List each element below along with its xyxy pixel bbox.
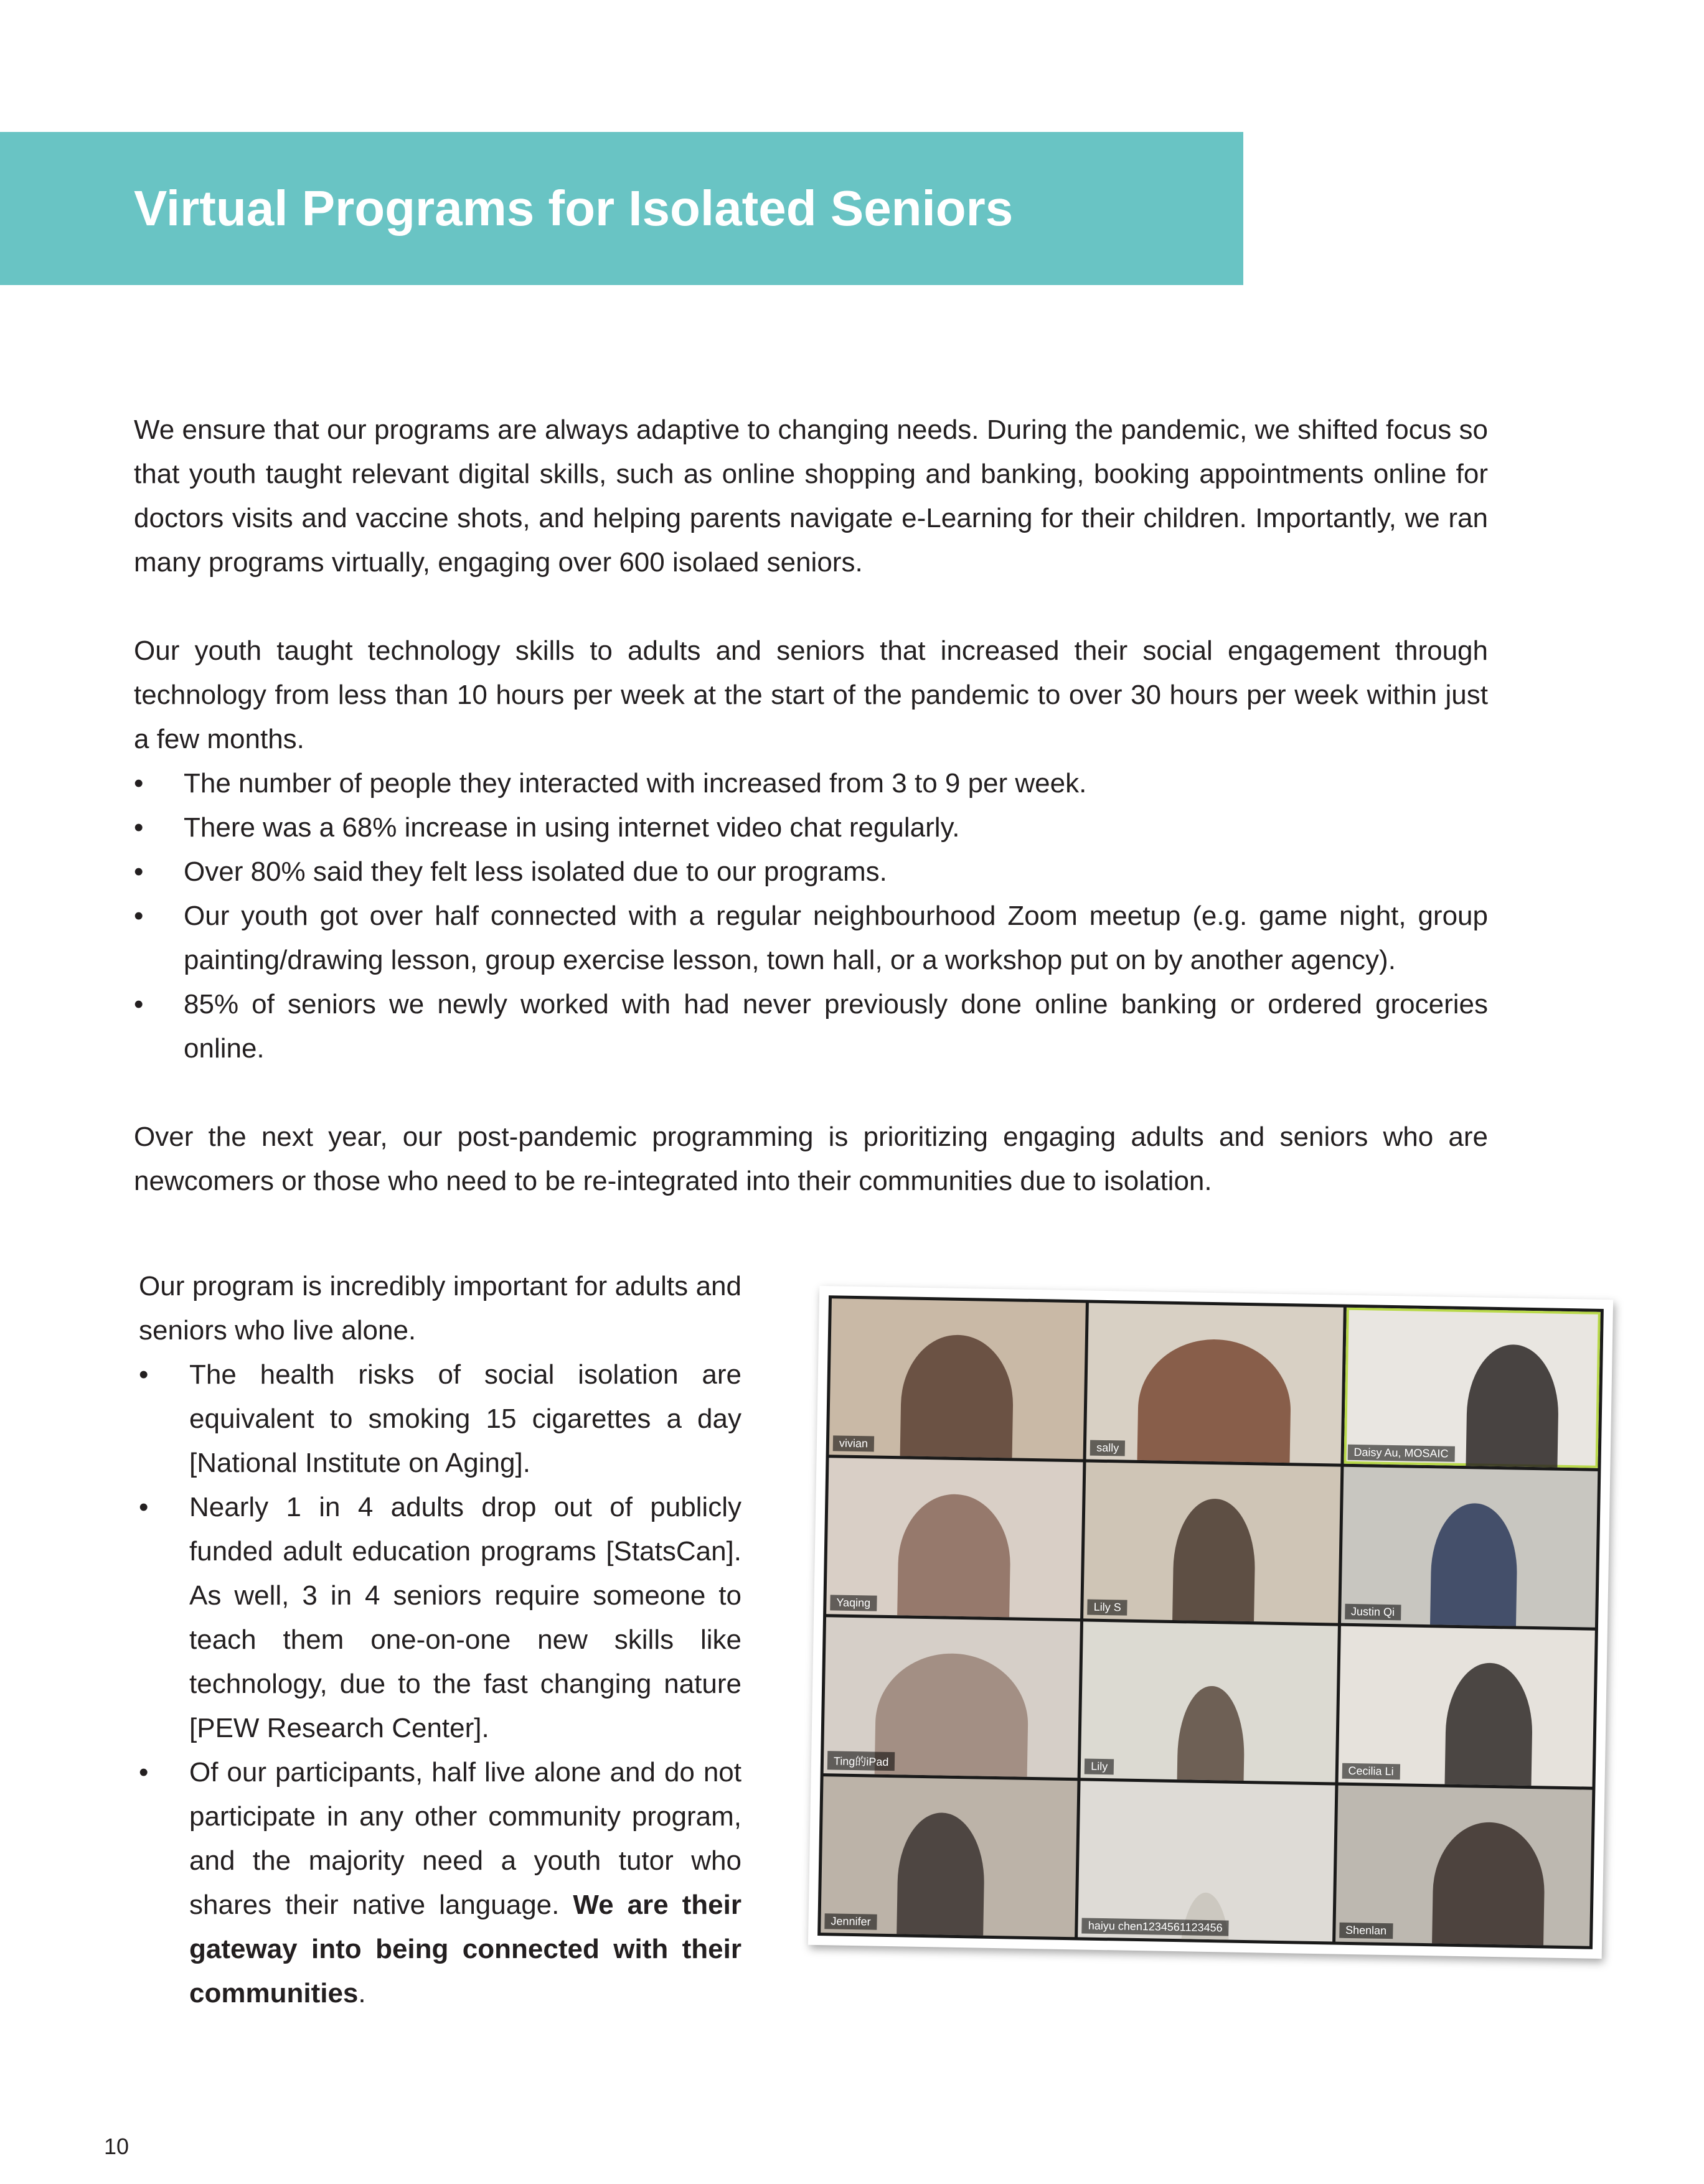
- video-grid: [817, 1295, 1604, 1949]
- participant-name: Cecilia Li: [1342, 1763, 1400, 1780]
- importance-column: [139, 1264, 741, 2015]
- video-tile: [826, 1458, 1083, 1618]
- video-tile: [1078, 1781, 1335, 1941]
- bullet-icon: •: [139, 1492, 149, 1522]
- list-item: • Over 80% said they felt less isolated due to our programs.: [134, 850, 1488, 894]
- column-lead: Our program is incredibly important for adults and seniors who live alone.: [139, 1271, 741, 1346]
- list-item: • 85% of seniors we newly worked with had never previously done online banking or ordered groceries online.: [134, 982, 1488, 1071]
- intro-paragraph-1: We ensure that our programs are always adaptive to changing needs. During the pandemic, we shifted focus so that youth taught relevant digital skills, such as online shopping and banking, booking appointments online for doctors visits and vaccine shots, and helping parents navigate e-Learning for their children. Importantly, we ran many programs virtually, engaging over 600 isolaed seniors.: [134, 415, 1488, 578]
- importance-list: [139, 1352, 741, 2015]
- list-item: • Our youth got over half connected with a regular neighbourhood Zoom meetup (e.g. game night, group painting/drawing lesson, group exercise lesson, town hall, or a workshop put on by another agency).: [134, 894, 1488, 982]
- participant-name: sally: [1090, 1440, 1125, 1456]
- list-item: • Nearly 1 in 4 adults drop out of publicly funded adult education programs [StatsCan]. As well, 3 in 4 seniors require someone to teach them one-on-one new skills like technology, due to the fast changing nature [PEW Research Center].: [139, 1485, 741, 1750]
- list-item: • There was a 68% increase in using internet video chat regularly.: [134, 805, 1488, 850]
- bullet-icon: •: [134, 768, 144, 799]
- participant-name: Lily: [1085, 1759, 1114, 1775]
- participant-name: Lily S: [1088, 1600, 1127, 1616]
- gateway-emphasis: We are their gateway into being connected with their communities: [189, 1890, 741, 2008]
- bullet-icon: •: [134, 901, 144, 931]
- intro-section: [134, 408, 1488, 1203]
- bullet-icon: •: [134, 812, 144, 843]
- participant-name: Ting的iPad: [827, 1751, 895, 1771]
- video-tile: [1338, 1626, 1595, 1787]
- list-item: • Of our participants, half live alone and do not participate in any other community program, and the majority need a youth tutor who shares their native language. We are their gateway into being connected with their communities.: [139, 1750, 741, 2015]
- participant-name: Jennifer: [824, 1913, 877, 1929]
- intro-paragraph-3: Over the next year, our post-pandemic programming is prioritizing engaging adults and seniors who are newcomers or those who need to be re-integrated into their communities due to isolation.: [134, 1122, 1488, 1196]
- participant-name: Justin Qi: [1345, 1604, 1401, 1621]
- bullet-icon: •: [139, 1359, 149, 1390]
- video-tile: [824, 1617, 1081, 1778]
- participant-name: Shenlan: [1339, 1923, 1393, 1939]
- participant-name: Yaqing: [830, 1595, 877, 1611]
- bullet-icon: •: [134, 989, 144, 1019]
- participant-name: Daisy Au, MOSAIC: [1347, 1445, 1454, 1462]
- video-tile: [821, 1776, 1078, 1937]
- impact-list: [134, 761, 1488, 1071]
- zoom-meeting-photo: [808, 1286, 1613, 1959]
- page-number: 10: [104, 2134, 129, 2159]
- bullet-icon: •: [139, 1757, 149, 1788]
- video-tile: [1083, 1462, 1340, 1623]
- participant-name: vivian: [833, 1435, 874, 1451]
- list-item: • The number of people they interacted with increased from 3 to 9 per week.: [134, 761, 1488, 805]
- participant-name: haiyu chen1234561123456: [1082, 1918, 1229, 1936]
- list-item: • The health risks of social isolation are equivalent to smoking 15 cigarettes a day [National Institute on Aging].: [139, 1352, 741, 1485]
- video-tile: [1341, 1467, 1598, 1628]
- video-tile: [1335, 1786, 1593, 1946]
- title-banner: [0, 132, 1243, 285]
- intro-paragraph-2: Our youth taught technology skills to adults and seniors that increased their social engagement through technology from less than 10 hours per week at the start of the pandemic to over 30 hours per week within just a few months.: [134, 635, 1488, 754]
- video-tile: [1344, 1308, 1601, 1468]
- video-tile: [829, 1298, 1086, 1459]
- page-title: Virtual Programs for Isolated Seniors: [134, 180, 1014, 236]
- video-tile: [1086, 1303, 1344, 1464]
- bullet-icon: •: [134, 856, 144, 887]
- video-tile: [1081, 1621, 1338, 1782]
